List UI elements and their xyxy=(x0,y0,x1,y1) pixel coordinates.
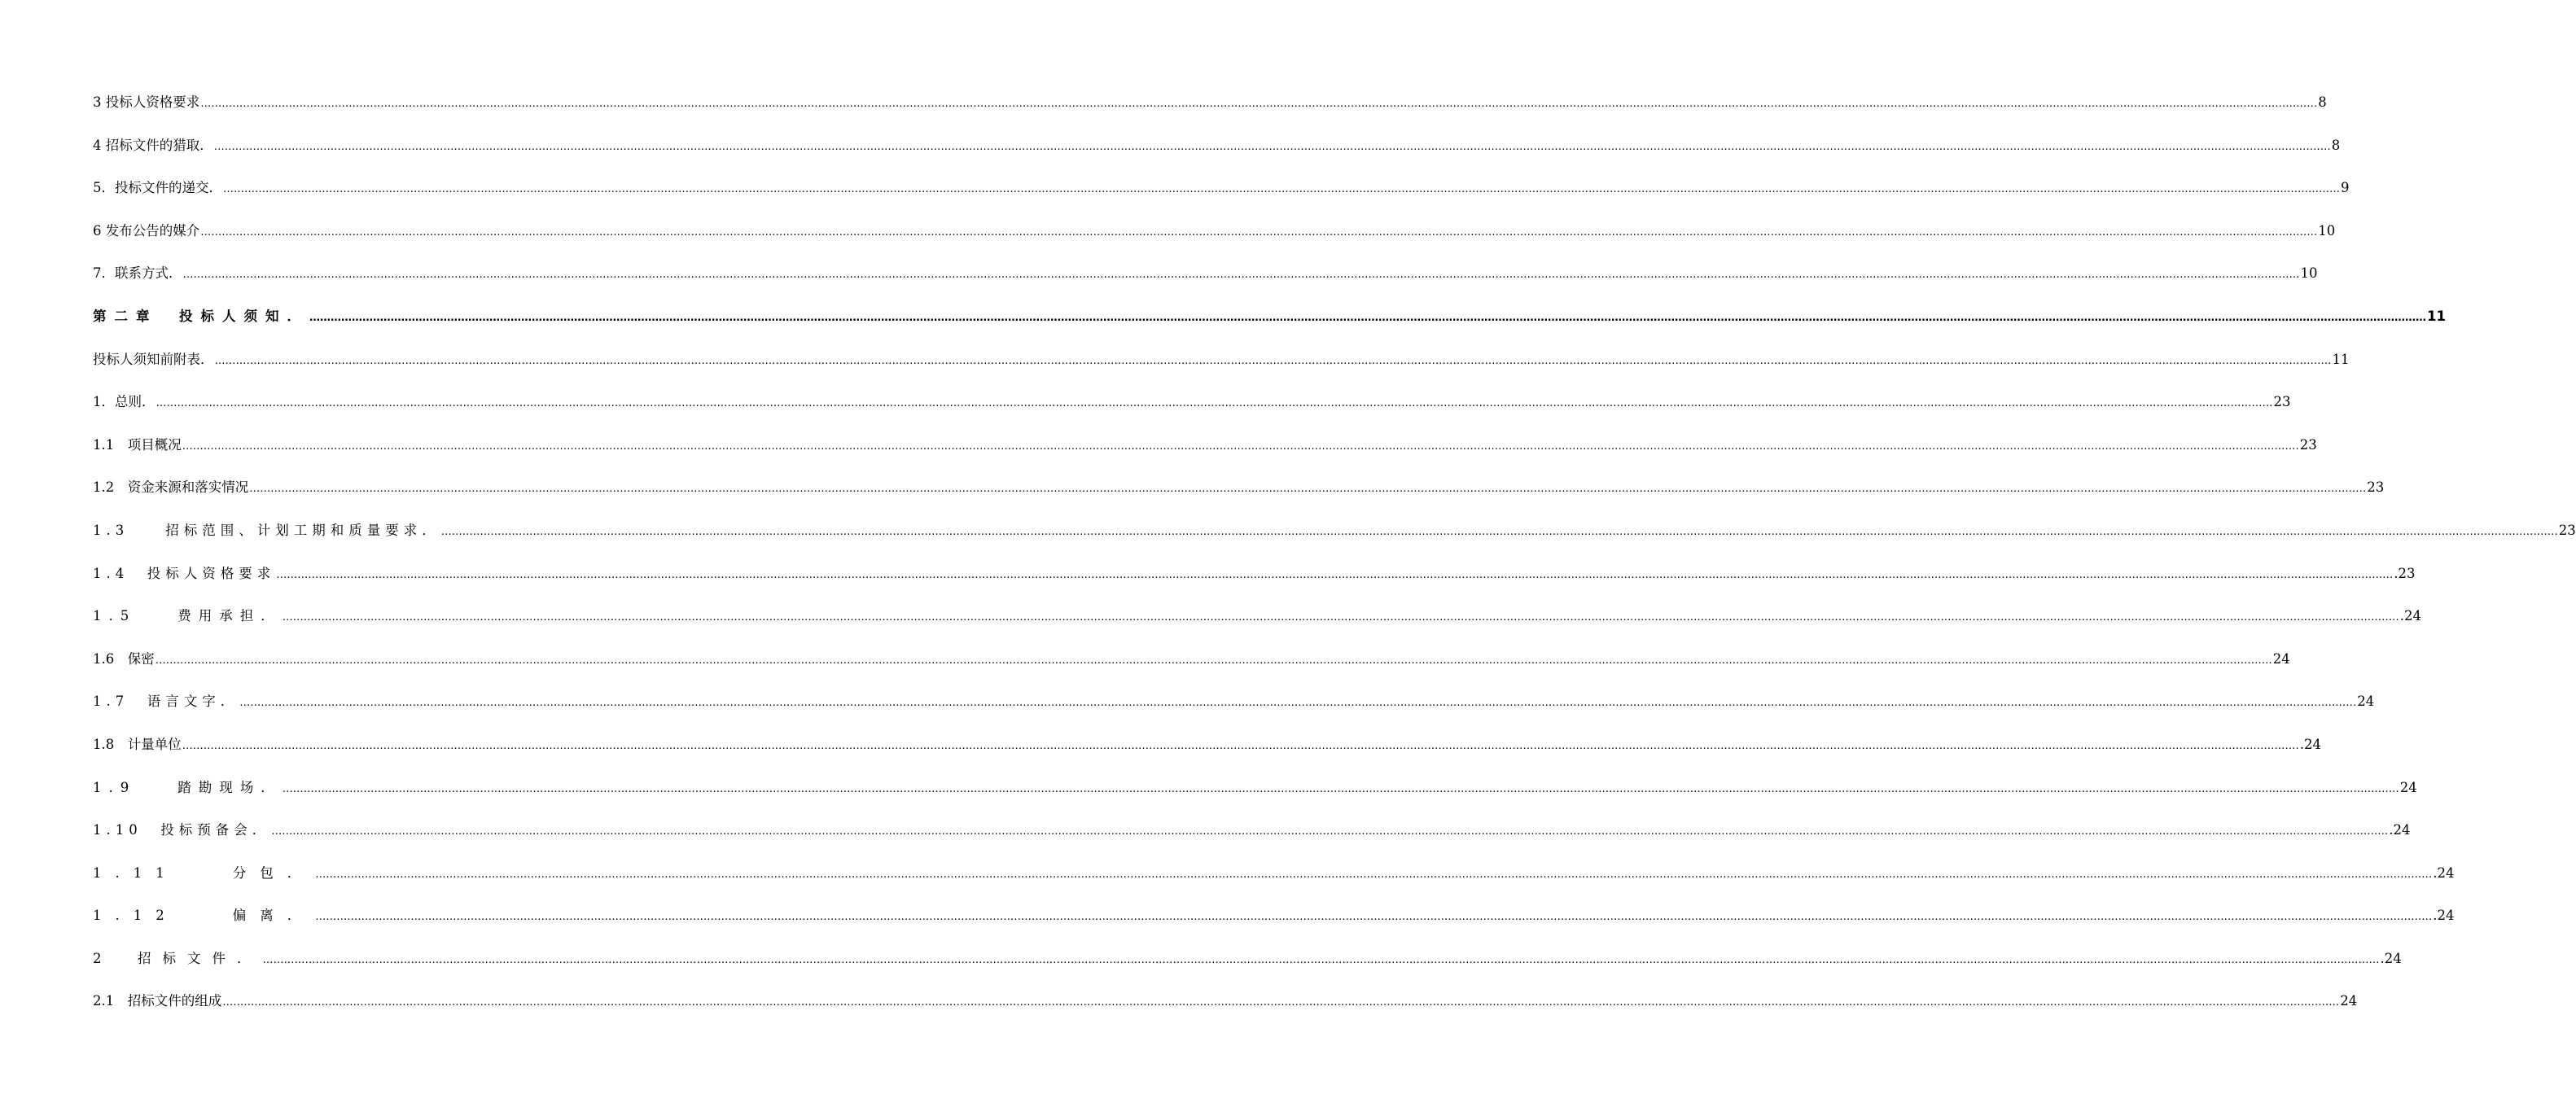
toc-entry[interactable] xyxy=(93,387,2291,431)
toc-entry-title: 6 发布公告的媒介 xyxy=(93,222,200,238)
toc-entry[interactable] xyxy=(93,259,2318,302)
toc-entry-title: 1.9 踏勘现场． xyxy=(93,779,282,795)
toc-entry-title: 1.4 投标人资格要求 xyxy=(93,565,276,581)
toc-entry-page: 24 xyxy=(2272,650,2290,667)
toc-entry-page: 23 xyxy=(2273,394,2291,410)
toc-leader-dots: …………………………………………………………………………………………………………………………………………………………………………………………………………………………………………………………………………………………………………………………………………………………………………………………………………………………………………………………………………………………………………………………………………………… xyxy=(282,782,2399,795)
toc-entry[interactable] xyxy=(93,345,2350,388)
toc-entry-page: .23 xyxy=(2394,565,2416,581)
toc-leader-dots: …………………………………………………………………………………………………………………………………………………………………………………………………………………………………………………………………………………………………………………………………………………………………………………………………………………………………………………………………………………………………………………………………………………… xyxy=(200,98,2318,110)
toc-entry-title: 投标人须知前附表． xyxy=(93,351,214,367)
toc-entry-title: 4 招标文件的猎取． xyxy=(93,137,213,153)
toc-entry-title: 1.7 语言文字． xyxy=(93,694,239,710)
toc-leader-dots: …………………………………………………………………………………………………………………………………………………………………………………………………………………………………………………………………………………………………………………………………………………………………………………………………………………………………………………………………………………………………………………………………………………… xyxy=(213,140,2331,153)
toc-entry-page: 8 xyxy=(2318,94,2327,110)
toc-leader-dots: …………………………………………………………………………………………………………………………………………………………………………………………………………………………………………………………………………………………………………………………………………………………………………………………………………………………………………………………………………………………………………………………………………………… xyxy=(222,996,2340,1009)
toc-entry-page: 23 xyxy=(2299,436,2317,453)
toc-entry-page: .24 xyxy=(2299,736,2321,752)
toc-leader-dots: …………………………………………………………………………………………………………………………………………………………………………………………………………………………………………………………………………………………………………………………………………………………………………………………………………………………………………………………………………………………………………………………………………………… xyxy=(315,911,2433,924)
toc-entry-page: 11 xyxy=(2332,351,2350,367)
toc-leader-dots: …………………………………………………………………………………………………………………………………………………………………………………………………………………………………………………………………………………………………………………………………………………………………………………………………………………………………………………………………………………………………………………………………………………… xyxy=(315,868,2433,881)
toc-leader-dots: …………………………………………………………………………………………………………………………………………………………………………………………………………………………………………………………………………………………………………………………………………………………………………………………………………………………………………………………………………………………………………………………………………………… xyxy=(440,525,2558,538)
toc-entry-title: 2.1 招标文件的组成 xyxy=(93,993,222,1009)
toc-entry-page: 24 xyxy=(2357,694,2375,710)
toc-entry[interactable] xyxy=(93,173,2350,217)
toc-entry-title: 7．联系方式． xyxy=(93,265,182,282)
toc-entry[interactable] xyxy=(93,987,2358,1030)
toc-entry-page: 8 xyxy=(2331,137,2341,153)
toc-entry-title: 1.12 偏离． xyxy=(93,908,315,924)
toc-entry[interactable] xyxy=(93,730,2321,773)
toc-entry[interactable] xyxy=(93,88,2327,131)
toc-entry[interactable] xyxy=(93,559,2416,602)
toc-entry[interactable] xyxy=(93,944,2402,987)
toc-leader-dots: …………………………………………………………………………………………………………………………………………………………………………………………………………………………………………………………………………………………………………………………………………………………………………………………………………………………………………………………………………………………………………………………………………………… xyxy=(262,953,2380,966)
toc-entry-page: 23 xyxy=(2558,522,2576,538)
toc-entry[interactable] xyxy=(93,645,2290,688)
toc-entry[interactable] xyxy=(93,473,2385,516)
toc-leader-dots: …………………………………………………………………………………………………………………………………………………………………………………………………………………………………………………………………………………………………………………………………………………………………………………………………………………………………………………………………………………………………………………………………………………… xyxy=(182,269,2300,282)
toc-entry[interactable] xyxy=(93,516,2576,559)
toc-leader-dots: …………………………………………………………………………………………………………………………………………………………………………………………………………………………………………………………………………………………………………………………………………………………………………………………………………………………………………………………………………………………………………………………………………………… xyxy=(182,440,2299,453)
toc-entry-title: 1.6 保密 xyxy=(93,650,155,667)
toc-leader-dots: …………………………………………………………………………………………………………………………………………………………………………………………………………………………………………………………………………………………………………………………………………………………………………………………………………………………………………………………………………………………………………………………………………………… xyxy=(223,183,2340,196)
toc-entry-title: 5．投标文件的递交． xyxy=(93,180,222,196)
toc-entry-title: 3 投标人资格要求 xyxy=(93,94,200,110)
toc-entry-page: 23 xyxy=(2367,479,2385,496)
toc-entry-title: 第二章 投标人须知． xyxy=(93,308,309,324)
toc-entry[interactable] xyxy=(93,217,2336,260)
toc-leader-dots: …………………………………………………………………………………………………………………………………………………………………………………………………………………………………………………………………………………………………………………………………………………………………………………………………………………………………………………………………………………………………………………………………………………… xyxy=(200,225,2318,238)
toc-leader-dots: …………………………………………………………………………………………………………………………………………………………………………………………………………………………………………………………………………………………………………………………………………………………………………………………………………………………………………………………………………………………………………………………………………………… xyxy=(276,568,2394,581)
toc-entry-title: 1.8 计量单位 xyxy=(93,736,182,752)
toc-leader-dots: …………………………………………………………………………………………………………………………………………………………………………………………………………………………………………………………………………………………………………………………………………………………………………………………………………………………………………………………………………………………………………………………………………………… xyxy=(282,611,2399,624)
toc-entry-page: .24 xyxy=(2433,908,2455,924)
toc-entry-title: 1.3 招标范围、计划工期和质量要求． xyxy=(93,522,440,538)
toc-chapter-entry[interactable] xyxy=(93,302,2446,345)
toc-entry[interactable] xyxy=(93,687,2375,730)
toc-entry-page: 11 xyxy=(2427,308,2446,324)
toc-entry[interactable] xyxy=(93,602,2421,645)
toc-entry[interactable] xyxy=(93,773,2417,816)
toc-entry-title: 2 招标文件． xyxy=(93,950,262,966)
toc-entry-title: 1.2 资金来源和落实情况 xyxy=(93,479,249,496)
toc-entry-title: 1.10 投标预备会． xyxy=(93,822,271,838)
toc-leader-dots: …………………………………………………………………………………………………………………………………………………………………………………………………………………………………………………………………………………………………………………………………………………………………………………………………………………………………………………………………………………………………………………………………………………… xyxy=(214,354,2332,367)
toc-leader-dots: …………………………………………………………………………………………………………………………………………………………………………………………………………………………………………………………………………………………………………………………………………………………………………………………………………………………………………………………………………………………………………………………………………………… xyxy=(155,654,2272,667)
toc-entry-page: 10 xyxy=(2300,265,2318,282)
toc-entry[interactable] xyxy=(93,901,2455,944)
toc-entry-page: 24 xyxy=(2399,779,2417,795)
toc-entry-page: 10 xyxy=(2318,222,2336,238)
toc-leader-dots: …………………………………………………………………………………………………………………………………………………………………………………………………………………………………………………………………………………………………………………………………………………………………………………………………………………………………………………………………………………………………………………………………………………… xyxy=(271,825,2389,838)
toc-entry[interactable] xyxy=(93,131,2341,174)
toc-leader-dots: …………………………………………………………………………………………………………………………………………………………………………………………………………………………………………………………………………………………………………………………………………………………………………………………………………………………………………………………………………………………………………………………………………………… xyxy=(309,311,2426,324)
toc-entry[interactable] xyxy=(93,859,2455,902)
toc-entry-page: 9 xyxy=(2341,180,2350,196)
toc-entry-page: .24 xyxy=(2380,950,2402,966)
toc-entry[interactable] xyxy=(93,816,2411,859)
toc-entry[interactable] xyxy=(93,431,2317,474)
toc-entry-page: 24 xyxy=(2340,993,2358,1009)
toc-entry-page: .24 xyxy=(2399,608,2421,624)
table-of-contents xyxy=(93,88,2576,1030)
toc-entry-title: 1．总则． xyxy=(93,394,156,410)
toc-leader-dots: …………………………………………………………………………………………………………………………………………………………………………………………………………………………………………………………………………………………………………………………………………………………………………………………………………………………………………………………………………………………………………………………………………………… xyxy=(249,483,2367,496)
toc-entry-page: .24 xyxy=(2389,822,2411,838)
toc-entry-page: .24 xyxy=(2433,864,2455,881)
toc-entry-title: 1.5 费用承担． xyxy=(93,608,282,624)
toc-entry-title: 1.1 项目概况 xyxy=(93,436,182,453)
toc-leader-dots: …………………………………………………………………………………………………………………………………………………………………………………………………………………………………………………………………………………………………………………………………………………………………………………………………………………………………………………………………………………………………………………………………………………… xyxy=(156,397,2273,410)
toc-leader-dots: …………………………………………………………………………………………………………………………………………………………………………………………………………………………………………………………………………………………………………………………………………………………………………………………………………………………………………………………………………………………………………………………………………………… xyxy=(239,697,2357,710)
toc-entry-title: 1.11 分包． xyxy=(93,864,315,881)
toc-leader-dots: …………………………………………………………………………………………………………………………………………………………………………………………………………………………………………………………………………………………………………………………………………………………………………………………………………………………………………………………………………………………………………………………………………………… xyxy=(182,739,2299,752)
